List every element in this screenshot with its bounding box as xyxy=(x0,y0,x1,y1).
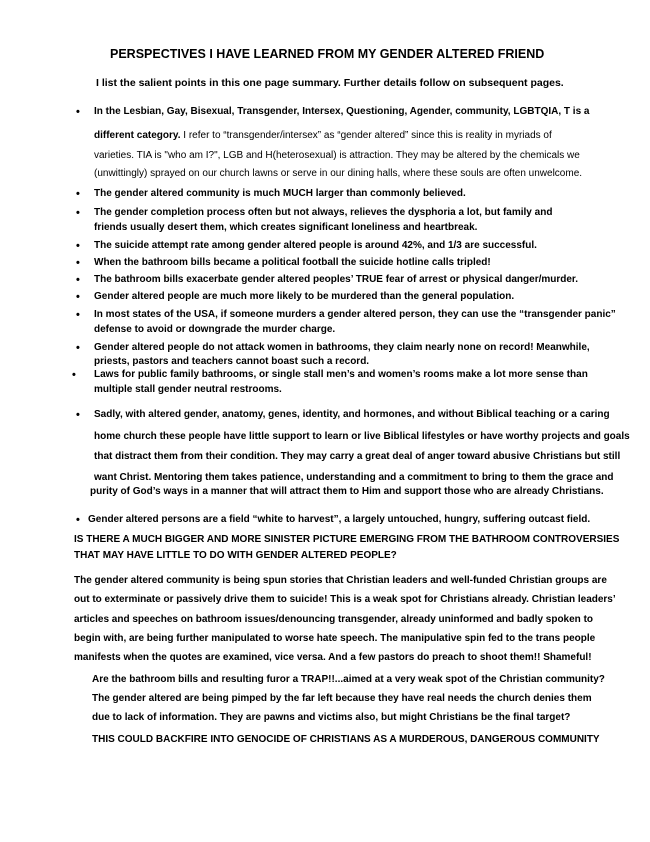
paragraph-line-1: The gender altered community is being spun stories that Christian leaders and well-funded Christian groups are xyxy=(74,575,607,586)
closing-line-4: THIS COULD BACKFIRE INTO GENOCIDE OF CHRISTIANS AS A MURDEROUS, DANGEROUS COMMUNITY xyxy=(92,734,600,745)
bullet-marker: • xyxy=(76,207,80,219)
bullet-marker: • xyxy=(76,514,80,526)
bullet-marker: • xyxy=(76,106,80,118)
bullet-1-line-2-rest: I refer to “transgender/intersex” as “gender altered” since this is reality in myriads of xyxy=(180,130,552,141)
bullet-marker: • xyxy=(76,409,80,421)
bullet-9-line-2: priests, pastors and teachers cannot boast such a record. xyxy=(94,356,370,367)
bullet-12-text: Gender altered persons are a field “white to harvest”, a largely untouched, hungry, suffering outcast field. xyxy=(88,514,591,525)
page-title: PERSPECTIVES I HAVE LEARNED FROM MY GENDER ALTERED FRIEND xyxy=(110,47,545,61)
bullet-marker: • xyxy=(76,309,80,321)
bullet-7-text: Gender altered people are much more likely to be murdered than the general population. xyxy=(94,291,515,302)
bullet-2-text: The gender altered community is much MUCH larger than commonly believed. xyxy=(94,188,466,199)
bullet-1-line-2 xyxy=(94,130,552,142)
bullet-11-line-3: that distract them from their condition. They may carry a great deal of anger toward abusive Christians but still xyxy=(94,451,621,462)
question-heading-line-2: THAT MAY HAVE LITTLE TO DO WITH GENDER ALTERED PEOPLE? xyxy=(74,550,397,561)
bullet-11-line-4: want Christ. Mentoring them takes patience, understanding and a commitment to bring to them the grace and xyxy=(94,472,614,483)
closing-line-2: The gender altered are being pimped by the far left because they have real needs the church denies them xyxy=(92,693,592,704)
bullet-9-line-1: Gender altered people do not attack women in bathrooms, they claim nearly none on record! Meanwhile, xyxy=(94,342,590,353)
bullet-1-line-1: In the Lesbian, Gay, Bisexual, Transgender, Intersex, Questioning, Agender, community, LGBTQIA, T is a xyxy=(94,106,590,117)
bullet-1-bold-term: different category. xyxy=(94,130,181,141)
closing-line-1: Are the bathroom bills and resulting furor a TRAP!!...aimed at a very weak spot of the Christian community? xyxy=(92,674,605,685)
question-heading-line-1: IS THERE A MUCH BIGGER AND MORE SINISTER PICTURE EMERGING FROM THE BATHROOM CONTROVERSIES xyxy=(74,534,620,545)
bullet-marker: • xyxy=(76,291,80,303)
bullet-4-text: The suicide attempt rate among gender altered people is around 42%, and 1/3 are successful. xyxy=(94,240,537,251)
bullet-marker: • xyxy=(76,257,80,269)
bullet-marker: • xyxy=(76,274,80,286)
intro-text: I list the salient points in this one page summary. Further details follow on subsequent pages. xyxy=(96,77,564,89)
bullet-11-line-2: home church these people have little support to learn or live Biblical lifestyles or have worthy projects and goals xyxy=(94,431,630,442)
bullet-8-line-2: defense to avoid or downgrade the murder charge. xyxy=(94,324,336,335)
bullet-3-line-1: The gender completion process often but not always, relieves the dysphoria a lot, but family and xyxy=(94,207,553,218)
paragraph-line-2: out to exterminate or passively drive them to suicide! This is a weak spot for Christians already. Christian leaders’ xyxy=(74,594,616,605)
paragraph-line-4: begin with, are being further manipulated to worse hate speech. The manipulative spin fed to the trans people xyxy=(74,633,596,644)
paragraph-line-3: articles and speeches on bathroom issues/denouncing transgender, already uninformed and badly spoken to xyxy=(74,614,594,625)
bullet-1-line-4: (unwittingly) sprayed on our church lawns or serve in our dining halls, where these souls are often unwelcome. xyxy=(94,168,583,179)
bullet-10-line-2: multiple stall gender neutral restrooms. xyxy=(94,384,282,395)
bullet-3-line-2: friends usually desert them, which creates significant loneliness and heartbreak. xyxy=(94,222,478,233)
bullet-10-line-1: Laws for public family bathrooms, or single stall men’s and women’s rooms make a lot more sense than xyxy=(94,369,588,380)
bullet-8-line-1: In most states of the USA, if someone murders a gender altered person, they can use the “transgender panic” xyxy=(94,309,616,320)
bullet-marker: • xyxy=(76,188,80,200)
bullet-1-line-3: varieties. TIA is "who am I?", LGB and H(heterosexual) is attraction. They may be altered by the chemicals we xyxy=(94,150,580,161)
bullet-marker: • xyxy=(72,369,76,381)
paragraph-line-5: manifests when the quotes are examined, vice versa. And a few pastors do preach to shoot them!! Shameful! xyxy=(74,652,592,663)
bullet-11-line-5: purity of God’s ways in a manner that will attract them to Him and support those who are already Christians. xyxy=(90,486,604,497)
bullet-6-text: The bathroom bills exacerbate gender altered peoples’ TRUE fear of arrest or physical danger/murder. xyxy=(94,274,579,285)
bullet-marker: • xyxy=(76,342,80,354)
closing-line-3: due to lack of information. They are pawns and victims also, but might Christians be the final target? xyxy=(92,712,571,723)
bullet-11-line-1: Sadly, with altered gender, anatomy, genes, identity, and hormones, and without Biblical teaching or a caring xyxy=(94,409,610,420)
bullet-marker: • xyxy=(76,240,80,252)
bullet-5-text: When the bathroom bills became a political football the suicide hotline calls tripled! xyxy=(94,257,491,268)
